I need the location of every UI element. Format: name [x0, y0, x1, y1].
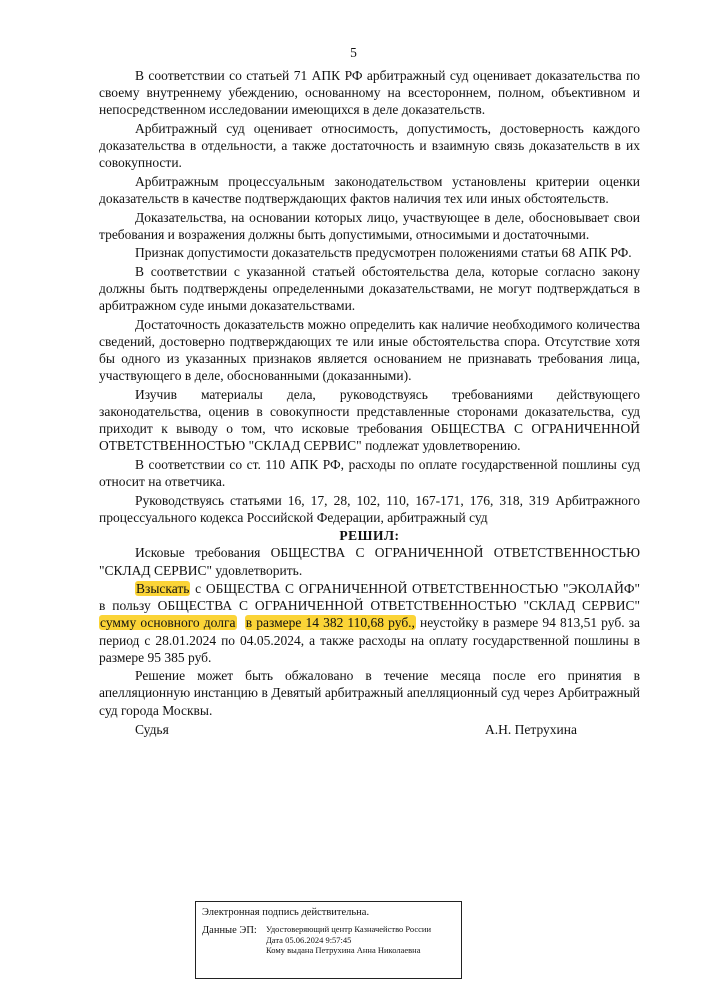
e-signature-valid: Электронная подпись действительна. [202, 907, 370, 918]
judge-title: Судья [135, 721, 169, 737]
judge-name: А.Н. Петрухина [485, 721, 577, 737]
highlight-collect: Взыскать [136, 581, 190, 597]
paragraph-5: Признак допустимости доказательств предусмотрен положениями статьи 68 АПК РФ. [135, 245, 632, 261]
document-body [99, 67, 640, 738]
decision-heading: РЕШИЛ: [339, 528, 400, 544]
paragraph-9: В соответствии со ст. 110 АПК РФ, расходы по оплате государственной пошлины суд относит на ответчика. [99, 456, 640, 489]
paragraph-8: Изучив материалы дела, руководствуясь требованиями действующего законодательства, оценив в совокупности представленные сторонами доказательства, суд приходит к выводу о том, что исковые требования ОБЩЕСТВА С ОГРАНИЧЕННОЙ ОТВЕТСТВЕННОСТЬЮ "СКЛАД СЕРВИС" подлежат удовлетворению. [99, 386, 640, 454]
e-signature-details [266, 924, 431, 956]
decision-paragraph-2 [99, 580, 640, 665]
e-signature-issuer: Удостоверяющий центр Казначейство России [266, 924, 432, 934]
decision-paragraph-3: Решение может быть обжаловано в течение месяца после его принятия в апелляционную инстанцию в Девятый арбитражный апелляционный суд через Арбитражный суд города Москвы. [99, 668, 640, 718]
paragraph-10: Руководствуясь статьями 16, 17, 28, 102, 110, 167-171, 176, 318, 319 Арбитражного процессуального кодекса Российской Федерации, арбитражный суд [99, 492, 640, 525]
e-signature-date: Дата 05.06.2024 9:57:45 [266, 934, 352, 945]
paragraph-4: Доказательства, на основании которых лицо, участвующее в деле, обосновывает свои требования и возражения должны быть допустимыми, относимыми и достаточными. [99, 209, 640, 242]
highlight-main-debt: сумму основного долга [100, 615, 236, 631]
paragraph-7: Достаточность доказательств можно определить как наличие необходимого количества сведений, достоверно подтверждающих те или иные обстоятельства спора. Отсутствие хотя бы одного из указанных признаков является основанием не признавать требования лица, участвующего в деле, обоснованными (доказанными). [99, 316, 640, 384]
paragraph-1: В соответствии со статьей 71 АПК РФ арбитражный суд оценивает доказательства по своему внутреннему убеждению, основанному на всестороннем, полном, объективном и непосредственном исследовании имеющихся в деле доказательств. [99, 68, 640, 118]
e-signature-box [195, 901, 462, 979]
e-signature-label: Данные ЭП: [202, 925, 257, 936]
e-signature-issued-to: Кому выдана Петрухина Анна Николаевна [266, 945, 421, 955]
highlight-amount: в размере 14 382 110,68 руб., [245, 615, 415, 631]
paragraph-6: В соответствии с указанной статьей обстоятельства дела, которые согласно закону должны быть подтверждены определенными доказательствами, не могут подтверждаться в арбитражном суде иными доказательствами. [99, 264, 640, 314]
e-signature-data [202, 924, 455, 956]
signature-line [99, 721, 640, 738]
decision-text-a: с ОБЩЕСТВА С ОГРАНИЧЕННОЙ ОТВЕТСТВЕННОСТЬЮ "ЭКОЛАЙФ" в пользу ОБЩЕСТВА С ОГРАНИЧЕННОЙ ОТВЕТСТВЕННОСТЬЮ "СКЛАД СЕРВИС" [99, 581, 640, 614]
page-number: 5 [350, 45, 357, 60]
decision-paragraph-1: Исковые требования ОБЩЕСТВА С ОГРАНИЧЕННОЙ ОТВЕТСТВЕННОСТЬЮ "СКЛАД СЕРВИС" удовлетворить. [99, 545, 640, 578]
decision-text-b: неустойку в размере 94 813,51 руб. за период с 28.01.2024 по 04.05.2024, а также расходы на оплату государственной пошлины в размере 95 385 руб. [99, 615, 641, 665]
paragraph-3: Арбитражным процессуальным законодательством установлены критерии оценки доказательств в качестве подтверждающих фактов наличия тех или иных обстоятельств. [99, 173, 640, 206]
paragraph-2: Арбитражный суд оценивает относимость, допустимость, достоверность каждого доказательства в отдельности, а также достаточность и взаимную связь доказательств в их совокупности. [99, 120, 640, 171]
